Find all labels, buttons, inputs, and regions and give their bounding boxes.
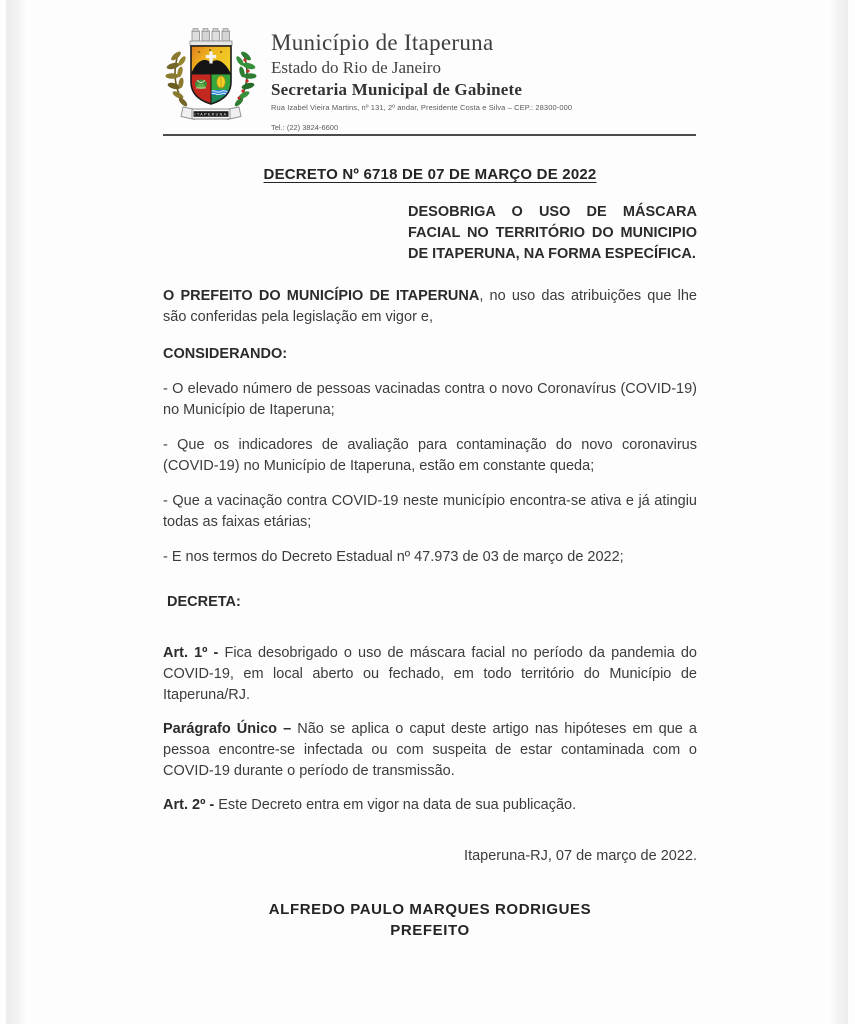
article-2-text: Este Decreto entra em vigor na data de sua publicação. (214, 797, 577, 813)
department-name: Secretaria Municipal de Gabinete (271, 80, 523, 99)
decree-title: DECRETO Nº 6718 DE 07 DE MARÇO DE 2022 (263, 166, 597, 183)
left-branch-icon (166, 50, 189, 107)
consideration-item: - O elevado número de pessoas vacinadas contra o novo Coronavírus (COVID-19) no Município de Itaperuna; (163, 381, 697, 418)
article-1-text: Fica desobrigado o uso de máscara facial no período da pandemia do COVID-19, em local aberto ou fechado, em todo território do Município de Itaperuna/RJ. (163, 645, 697, 703)
state-name: Estado do Rio de Janeiro (271, 58, 441, 77)
letterhead-text (271, 30, 697, 132)
article-1-label: Art. 1º - (163, 645, 219, 661)
phone-line: Tel.: (22) 3824-6600 (271, 123, 339, 132)
preamble-authority: O PREFEITO DO MUNICÍPIO DE ITAPERUNA (163, 288, 480, 304)
preamble-rest: , no uso das atribuições que lhe são conferidas pela legislação em vigor e, (163, 288, 697, 325)
decree-summary: DESOBRIGA O USO DE MÁSCARA FACIAL NO TERRITÓRIO DO MUNICIPIO DE ITAPERUNA, NA FORMA ESPECÍFICA. (408, 204, 697, 262)
address-line: Rua Izabel Vieira Martins, nº 131, 2º andar, Presidente Costa e Silva – CEP.: 28300-000 (271, 103, 573, 112)
scan-shadow-right (830, 0, 848, 1024)
coat-of-arms-icon (163, 28, 259, 132)
article-1 (163, 643, 697, 706)
municipality-name: Município de Itaperuna (271, 30, 494, 55)
preamble (163, 286, 697, 328)
consideration-item: - Que a vacinação contra COVID-19 neste município encontra-se ativa e já atingiu todas as faixas etárias; (163, 493, 697, 530)
article-2-label: Art. 2º - (163, 797, 215, 813)
ribbon-banner-icon (181, 107, 241, 120)
decree-label: DECRETA: (167, 594, 241, 610)
ribbon-text: ITAPERUNA (194, 112, 228, 117)
paragraph-unico (163, 719, 697, 782)
paragraph-unico-label: Parágrafo Único – (163, 721, 292, 737)
article-2 (163, 795, 697, 816)
header-divider (163, 134, 696, 136)
consideration-item: - E nos termos do Decreto Estadual nº 47.973 de 03 de março de 2022; (163, 549, 624, 565)
considering-label: CONSIDERANDO: (163, 346, 288, 362)
consideration-item: - Que os indicadores de avaliação para contaminação do novo coronavirus (COVID-19) no Município de Itaperuna, estão em constante queda; (163, 437, 697, 474)
signature-role: PREFEITO (390, 922, 470, 939)
date-line: Itaperuna-RJ, 07 de março de 2022. (464, 848, 697, 864)
paragraph-unico-text: Não se aplica o caput deste artigo nas hipóteses em que a pessoa encontre-se infectada ou com suspeita de estar contaminada com o COVID-19 durante o período de transmissão. (163, 721, 697, 779)
right-branch-icon (233, 50, 256, 107)
mural-crown-icon (190, 29, 232, 46)
decree-body (163, 158, 697, 941)
scan-shadow-left (6, 0, 26, 1024)
signature-block (163, 899, 697, 941)
signature-name: ALFREDO PAULO MARQUES RODRIGUES (268, 901, 592, 918)
